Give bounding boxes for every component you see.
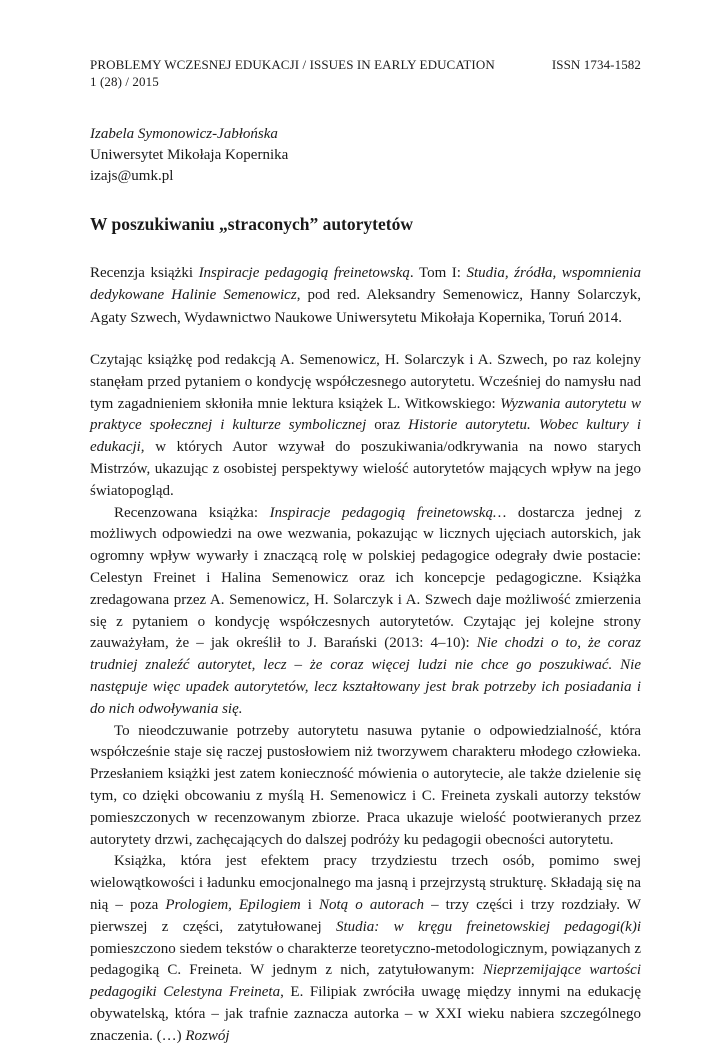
text-run: Recenzowana książka:	[114, 504, 270, 521]
italic-run: Nieprzemijające wartości pedagogiki Celestyna Freineta	[90, 962, 641, 1001]
italic-run: Wyzwania autorytetu w praktyce społecznej i kulturze symbolicznej	[90, 395, 641, 434]
issn: ISSN 1734-1582	[551, 57, 641, 72]
review-note	[90, 262, 641, 329]
paragraph-1	[90, 350, 641, 503]
paragraph-4	[90, 851, 641, 1047]
book-subtitle: Studia, źródła, wspomnienia dedykowane Halinie Semenowicz	[90, 265, 641, 304]
text-run: w których Autor wzywał do poszukiwania/odkrywania na nowo starych Mistrzów, ukazując z osobistej perspektywy wielość autorytetów mających wpływ na jego światopogląd.	[90, 439, 641, 499]
text-run: oraz	[366, 417, 409, 434]
author-name: Izabela Symonowicz-Jabłońska	[90, 126, 278, 142]
paragraph-3	[90, 721, 641, 852]
italic-run: Notą o autorach	[319, 896, 424, 913]
text-run: To nieodczuwanie potrzeby autorytetu nasuwa pytanie o odpowiedzialność, która współcześnie staje się raczej pustosłowiem niż tworzywem charakteru młodego człowieka. Przesłaniem książki jest zatem konieczność mówienia o autorytecie, ale także dzielenie się tym, co dzięki obcowaniu z myślą H. Semenowicz i C. Freineta zyskali autorzy tekstów pomieszczonych w recenzowanym zbiorze. Praca ukazuje wielość pootwieranych przez autorytety drzwi, zachęcających do dalszej podróży ku pedagogii obecności autorytetu.	[90, 722, 641, 848]
italic-run: Inspiracje pedagogią freinetowską…	[269, 504, 507, 521]
issue-number: 1 (28) / 2015	[90, 74, 159, 89]
author-affiliation: Uniwersytet Mikołaja Kopernika	[90, 147, 289, 163]
review-text: Recenzja książki	[90, 265, 199, 281]
article-body	[90, 350, 641, 1048]
author-email: izajs@umk.pl	[90, 168, 174, 184]
text-run: Czytając książkę pod redakcją A. Semenowicz, H. Solarczyk i A. Szwech, po raz kolejny stanęłam przed pytaniem o kondycję współczesnego autorytetu. Wcześniej do namysłu nad tym zagadnieniem skłoniła mnie lektura książek L. Witkowskiego:	[90, 352, 641, 412]
paragraph-2	[90, 503, 641, 721]
text-run: Książka, która jest efektem pracy trzydziestu trzech osób, pomimo swej wielowątkowości i ładunku emocjonalnego ma jasną i przejrzystą strukturę. Składają się na nią – poza	[90, 853, 641, 913]
text-run: dostarcza jednej z możliwych odpowiedzi na owe wezwania, pokazując w licznych ujęciach autorskich, jak ogromny wpływ wywarły i znaczącą rolę w polskiej pedagogice odegrały dwie postacie: Celestyn Freinet i Halina Semenowicz oraz ich koncepcje pedagogiczne. Książka zredagowana przez A. Semenowicz, H. Solarczyk i A. Szwech daje możliwość zmierzenia się z pytaniem o kondycję współczesnych autorytetów. Czytając jej kolejne strony zauważyłam, że – jak określił to J. Barański (2013: 4–10):	[90, 504, 641, 652]
italic-run: Historie autorytetu. Wobec kultury i edukacji,	[90, 417, 641, 456]
italic-run: Rozwój	[185, 1027, 230, 1044]
journal-name: PROBLEMY WCZESNEJ EDUKACJI / ISSUES IN EARLY EDUCATION	[90, 57, 495, 72]
text-run: , E. Filipiak zwróciła uwagę między innymi na edukację obywatelską, która – jak trafnie zaznacza autorka – w XXI wieku nabiera szczególnego znaczenia. (…)	[90, 984, 641, 1044]
running-header	[90, 56, 641, 90]
review-text: . Tom I:	[409, 265, 467, 281]
text-run: – trzy części i trzy rozdziały. W pierwszej z części, zatytułowanej	[90, 896, 641, 935]
italic-run: Prologiem, Epilogiem	[165, 896, 301, 913]
book-title: Inspiracje pedagogią freinetowską	[198, 265, 410, 281]
author-block	[90, 124, 641, 187]
italic-run: Nie chodzi o to, że coraz trudniej znaleźć autorytet, lecz – że coraz więcej ludzi nie chce go poszukiwać. Nie następuje więc upadek autorytetów, lecz kształtowany jest brak potrzeby ich posiadania i do nich odwoływania się.	[90, 635, 641, 717]
article-title: W poszukiwaniu „straconych” autorytetów	[90, 214, 413, 234]
review-text: , pod red. Aleksandry Semenowicz, Hanny Solarczyk, Agaty Szwech, Wydawnictwo Naukowe Uniwersytetu Mikołaja Kopernika, Toruń 2014.	[90, 287, 641, 326]
text-run: i	[300, 896, 319, 913]
text-run: pomieszczono siedem tekstów o charakterze teoretyczno-metodologicznym, powiązanych z pedagogiką C. Freineta. W jednym z nich, zatytułowanym:	[90, 940, 641, 979]
italic-run: Studia: w kręgu freinetowskiej pedagogi(k)i	[335, 918, 641, 935]
